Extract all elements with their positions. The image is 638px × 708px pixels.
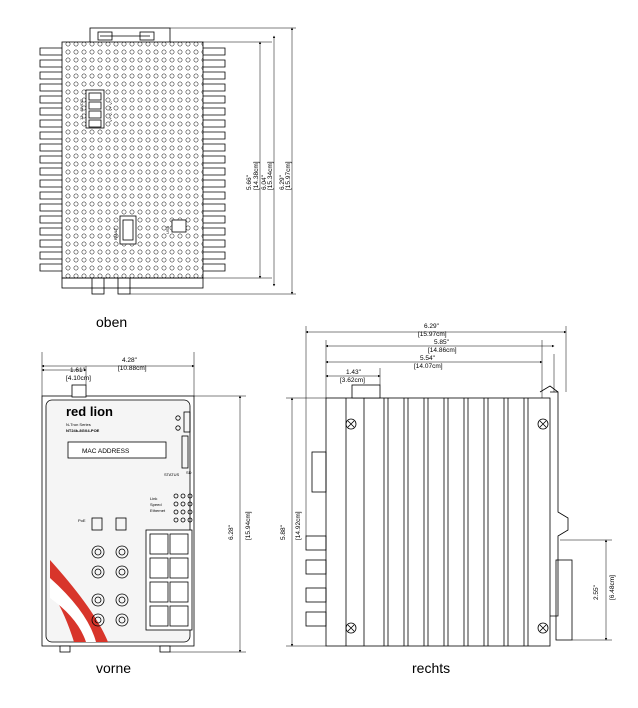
side-dim-3b: [14.07cm] <box>414 363 443 370</box>
side-dim-1b: [15.97cm] <box>418 331 447 338</box>
side-view <box>306 385 572 646</box>
front-dim-2b: [4.10cm] <box>66 375 91 382</box>
model-label: NT24k-8GX4-POE <box>66 428 100 433</box>
top-dim-1b: [14.38cm] <box>253 161 260 190</box>
sd-label: SD <box>186 470 192 475</box>
side-dim-1a: 6.29" <box>424 323 439 330</box>
side-dim-6a: 2.55" <box>593 585 600 600</box>
top-view <box>40 28 225 294</box>
side-dim-6b: [6.48cm] <box>609 575 616 600</box>
series-label: N-Tron Series <box>66 422 91 427</box>
top-view-label: oben <box>96 314 128 330</box>
side-dim-4b: [3.62cm] <box>340 377 365 384</box>
top-dim-2a: 6.04" <box>261 175 268 190</box>
front-dim-1a: 4.28" <box>122 357 137 364</box>
side-dim-5a: 5.88" <box>280 525 287 540</box>
side-dim-2b: [14.86cm] <box>428 347 457 354</box>
speed-label: Speed <box>150 502 162 507</box>
din-clip-side <box>550 392 568 616</box>
poe-label: PoE <box>78 518 86 523</box>
status-label: STATUS <box>164 472 180 477</box>
side-dim-4a: 1.43" <box>346 369 361 376</box>
top-fins-right <box>203 48 225 271</box>
side-dim-2a: 5.85" <box>434 339 449 346</box>
front-dim-3b: [15.94cm] <box>245 511 252 540</box>
side-view-label: rechts <box>412 660 451 676</box>
side-body <box>326 398 550 646</box>
usb-label: USB <box>165 225 170 234</box>
usb-port <box>172 220 186 232</box>
top-dim-1a: 5.66" <box>246 175 253 190</box>
voltage-label: V+ V- V+ V- <box>108 101 113 122</box>
fault-label: FAULT <box>113 227 118 240</box>
side-dim-3a: 5.54" <box>420 355 435 362</box>
top-dim-3b: [15.97cm] <box>285 161 292 190</box>
front-dim-3a: 6.28" <box>228 525 235 540</box>
side-dim-5b: [14.92cm] <box>295 511 302 540</box>
mac-label: MAC ADDRESS <box>82 448 130 455</box>
rj45-ports <box>146 530 192 630</box>
front-dim-2a: 1.61" <box>70 367 85 374</box>
front-view-label: vorne <box>96 660 132 676</box>
power-label: 12 - 49VDC <box>79 99 84 120</box>
front-view <box>42 385 194 652</box>
top-dim-2b: [15.34cm] <box>267 161 274 190</box>
front-dim-1b: [10.88cm] <box>118 365 147 372</box>
top-dim-3a: 6.29" <box>279 175 286 190</box>
ethernet-label: Ethernet <box>150 508 166 513</box>
top-dim-text <box>246 161 292 190</box>
top-fins-left <box>40 48 62 271</box>
brand-logo: red lion <box>66 404 113 419</box>
link-label: Link <box>150 496 158 501</box>
